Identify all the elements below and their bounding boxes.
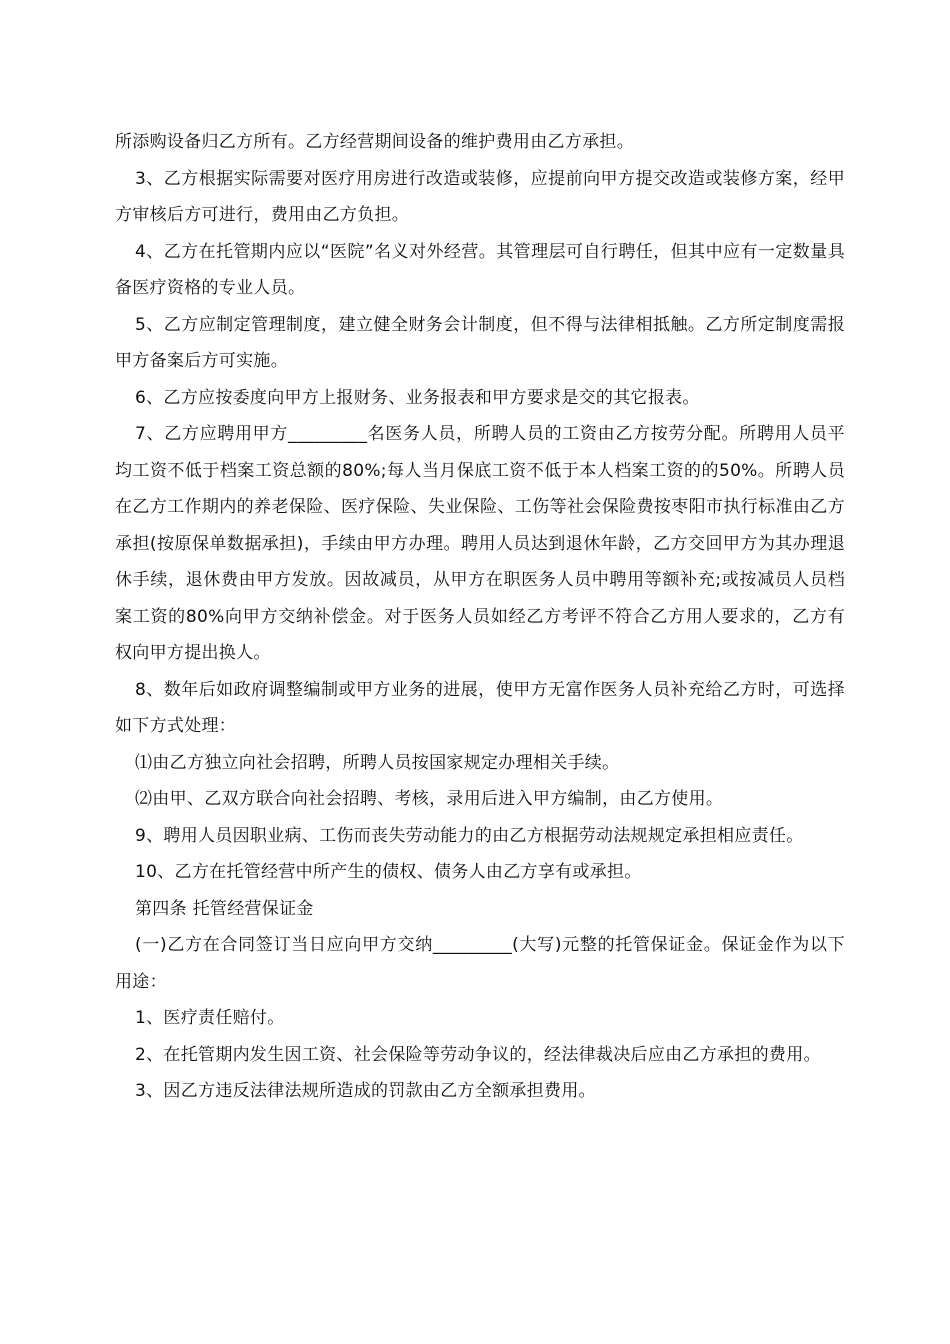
paragraph-option-2: ⑵由甲、乙双方联合向社会招聘、考核，录用后进入甲方编制，由乙方使用。 (135, 789, 724, 809)
paragraph-clause-9-occupational-injury: 9、聘用人员因职业病、工伤而丧失劳动能力的由乙方根据劳动法规规定承担相应责任。 (135, 825, 804, 846)
paragraph-clause-5-management-system: 5、乙方应制定管理制度，建立健全财务会计制度，但不得与法律相抵触。乙方所定制度需报甲方备案后方可实施。 (115, 314, 845, 371)
paragraph-clause-6-reports: 6、乙方应按委度向甲方上报财务、业务报表和甲方要求是交的其它报表。 (135, 387, 700, 408)
paragraph-deposit-amount: (一)乙方在合同签订当日应向甲方交纳_________(大写)元整的托管保证金。保证金作为以下用途： (115, 935, 845, 992)
paragraph-deposit-use-1: 1、医疗责任赔付。 (135, 1008, 285, 1028)
paragraph-clause-10-debts: 10、乙方在托管经营中所产生的债权、债务人由乙方享有或承担。 (135, 862, 642, 882)
paragraph-option-1: ⑴由乙方独立向社会招聘，所聘人员按国家规定办理相关手续。 (135, 752, 620, 773)
paragraph-clause-7-staff-employment: 7、乙方应聘用甲方_________名医务人员，所聘人员的工资由乙方按劳分配。所聘用人员平均工资不低于档案工资总额的80%;每人当月保底工资不低于本人档案工资的的50%。所聘人员在乙方工作期内的养老保险、医疗保险、失业保险、工伤等社会保险费按枣阳市执行标准由乙方承担(按原保单数据承担)，手续由甲方办理。聘用人员达到退休年龄，乙方交回甲方为其办理退休手续，退休费由甲方发放。因故减员，从甲方在职医务人员中聘用等额补充;或按减员人员档案工资的80%向甲方交纳补偿金。对于医务人员如经乙方考评不符合乙方用人要求的，乙方有权向甲方提出换人。 (115, 424, 845, 663)
paragraph-deposit-use-2: 2、在托管期内发生因工资、社会保险等劳动争议的，经法律裁决后应由乙方承担的费用。 (135, 1044, 821, 1065)
paragraph-deposit-use-3: 3、因乙方违反法律法规所造成的罚款由乙方全额承担费用。 (135, 1081, 596, 1101)
document-body (115, 124, 845, 1110)
paragraph-clause-4-operation-name: 4、乙方在托管期内应以“医院”名义对外经营。其管理层可自行聘任，但其中应有一定数量具备医疗资格的专业人员。 (115, 241, 845, 298)
paragraph-clause-3-renovation: 3、乙方根据实际需要对医疗用房进行改造或装修，应提前向甲方提交改造或装修方案，经甲方审核后方可进行，费用由乙方负担。 (115, 168, 845, 225)
paragraph-equipment-ownership: 所添购设备归乙方所有。乙方经营期间设备的维护费用由乙方承担。 (115, 132, 634, 152)
section-heading-article-4: 第四条 托管经营保证金 (135, 898, 314, 919)
paragraph-clause-8-staffing-changes: 8、数年后如政府调整编制或甲方业务的进展，使甲方无富作医务人员补充给乙方时，可选择如下方式处理： (115, 679, 845, 736)
